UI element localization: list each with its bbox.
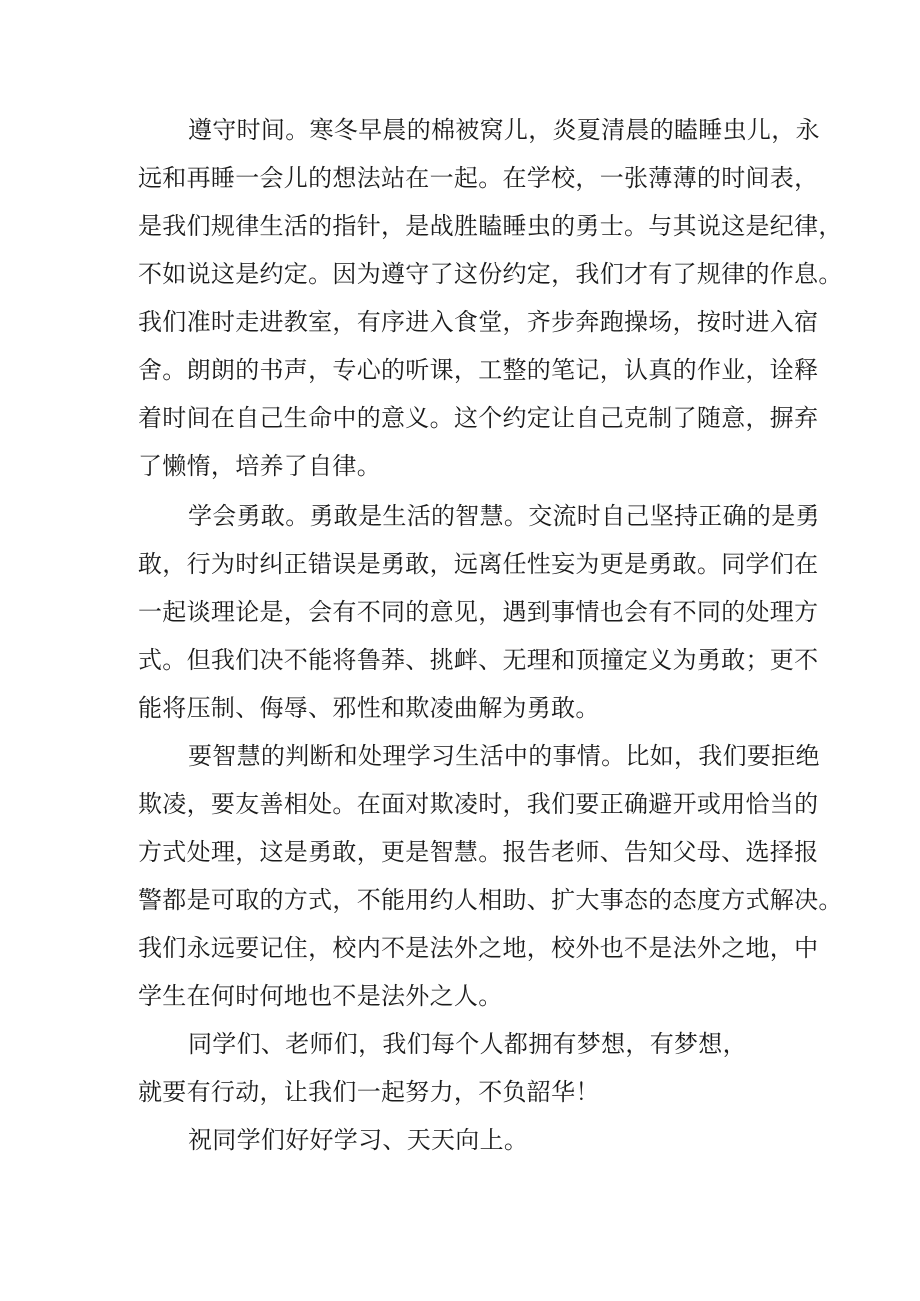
text-line-13: 能将压制、侮辱、邪性和欺凌曲解为勇敢。	[138, 694, 600, 722]
text-line-17: 警都是可取的方式，不能用约人相助、扩大事态的态度方式解决。	[138, 886, 843, 914]
text-line-12: 式。但我们决不能将鲁莽、挑衅、无理和顶撞定义为勇敢；更不	[138, 646, 819, 674]
text-line-6: 舍。朗朗的书声，专心的听课，工整的笔记，认真的作业，诠释	[138, 356, 819, 384]
text-line-1: 遵守时间。寒冬早晨的棉被窝儿，炎夏清晨的瞌睡虫儿，永	[188, 116, 820, 144]
text-line-15: 欺凌，要友善相处。在面对欺凌时，我们要正确避开或用恰当的	[138, 790, 819, 818]
text-line-4: 不如说这是约定。因为遵守了这份约定，我们才有了规律的作息。	[138, 260, 843, 288]
text-line-14: 要智慧的判断和处理学习生活中的事情。比如，我们要拒绝	[188, 742, 820, 770]
text-line-10: 敢，行为时纠正错误是勇敢，远离任性妄为更是勇敢。同学们在	[138, 550, 819, 578]
text-line-20: 同学们、老师们，我们每个人都拥有梦想，有梦想，	[188, 1030, 747, 1058]
text-line-5: 我们准时走进教室，有序进入食堂，齐步奔跑操场，按时进入宿	[138, 308, 819, 336]
text-line-16: 方式处理，这是勇敢，更是智慧。报告老师、告知父母、选择报	[138, 838, 819, 866]
text-line-8: 了懒惰，培养了自律。	[138, 452, 381, 480]
text-line-2: 远和再睡一会儿的想法站在一起。在学校，一张薄薄的时间表，	[138, 164, 819, 192]
text-line-3: 是我们规律生活的指针，是战胜瞌睡虫的勇士。与其说这是纪律，	[138, 212, 843, 240]
text-line-19: 学生在何时何地也不是法外之人。	[138, 982, 503, 1010]
text-line-7: 着时间在自己生命中的意义。这个约定让自己克制了随意，摒弃	[138, 404, 819, 432]
text-line-18: 我们永远要记住，校内不是法外之地，校外也不是法外之地，中	[138, 934, 819, 962]
text-line-22: 祝同学们好好学习、天天向上。	[188, 1126, 529, 1154]
text-line-11: 一起谈理论是，会有不同的意见，遇到事情也会有不同的处理方	[138, 598, 819, 626]
text-line-21: 就要有行动，让我们一起努力，不负韶华！	[138, 1078, 600, 1106]
text-line-9: 学会勇敢。勇敢是生活的智慧。交流时自己坚持正确的是勇	[188, 502, 820, 530]
